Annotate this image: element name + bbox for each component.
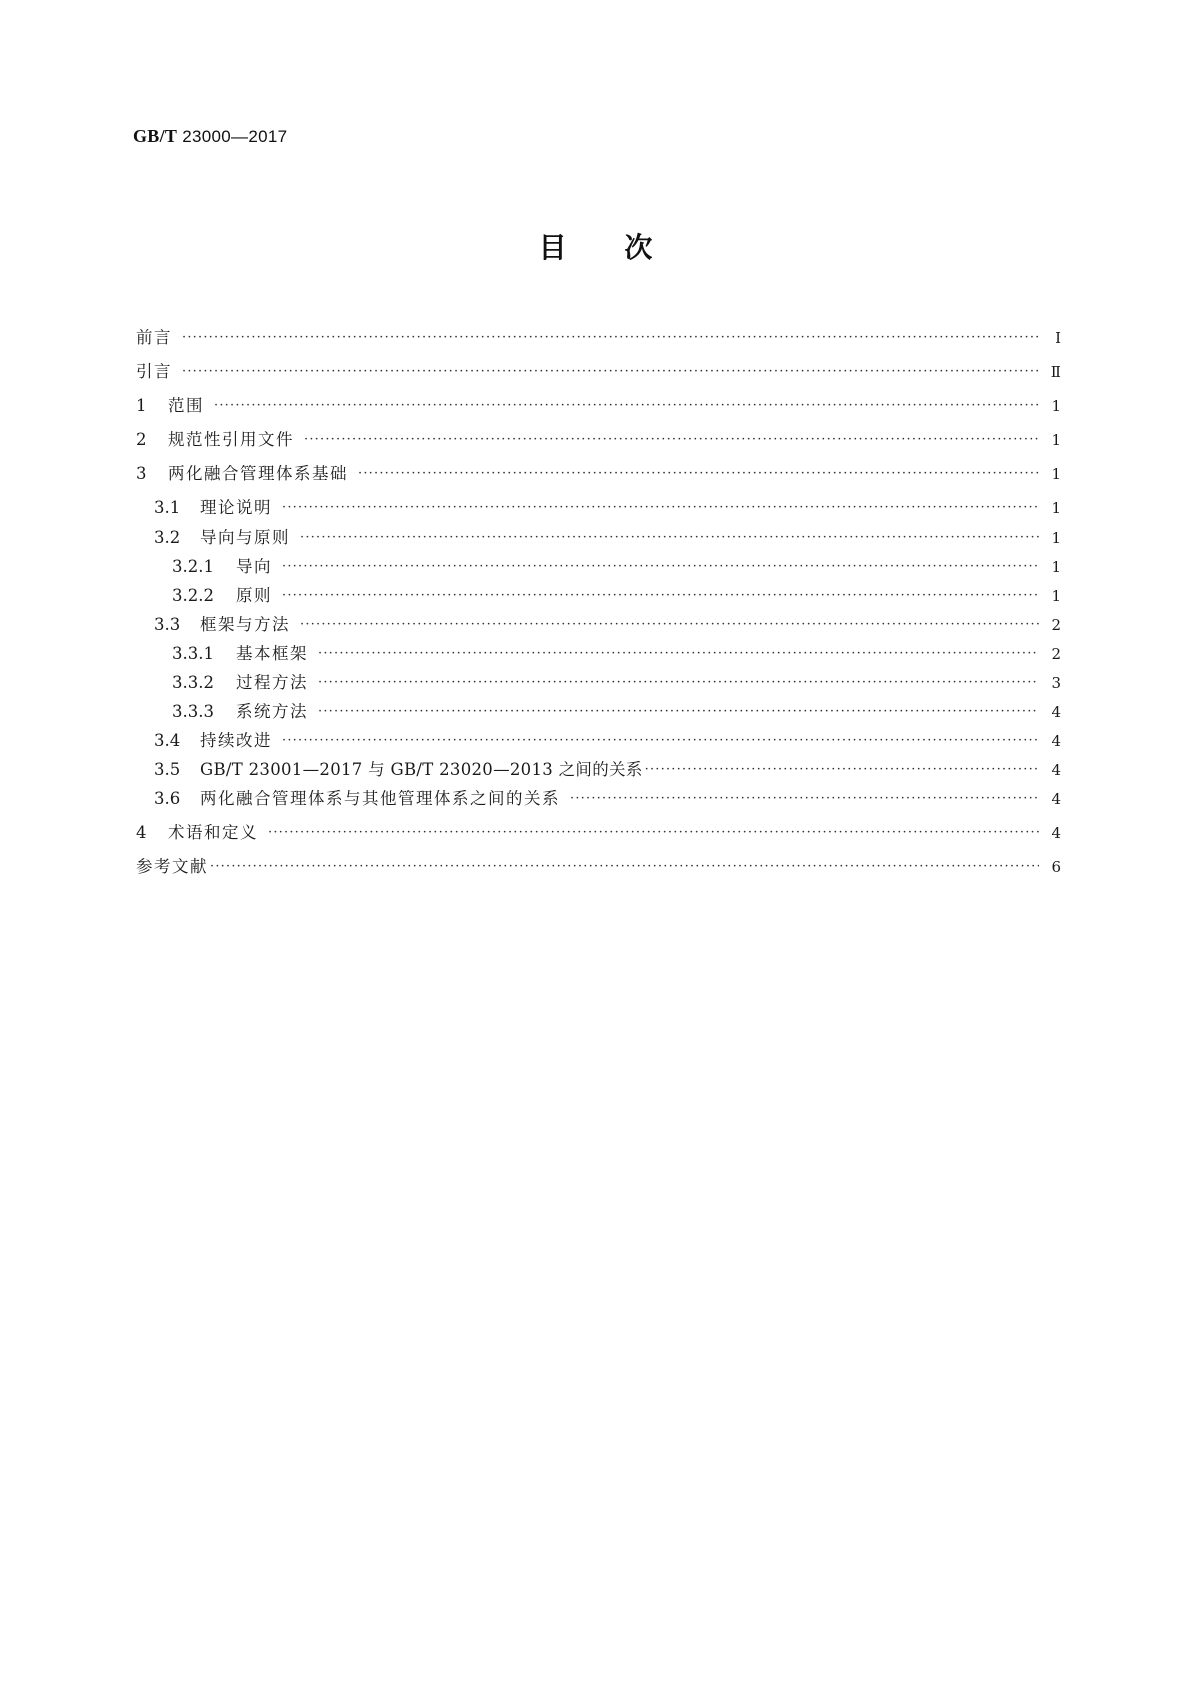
toc-entry-page: 1: [1051, 558, 1061, 576]
toc-leader-dots: [214, 396, 1039, 416]
toc-entry-label: 过程方法: [236, 673, 308, 692]
toc-entry-number: 3.3: [154, 615, 181, 634]
toc-entry-number: 2: [136, 430, 147, 449]
toc-leader-dots: [318, 673, 1039, 693]
toc-entry-number: 4: [136, 823, 147, 842]
toc-entry-label: 框架与方法: [200, 615, 290, 634]
toc-entry-1[interactable]: [136, 396, 1061, 418]
toc-entry-3-2-1[interactable]: [172, 557, 1061, 579]
toc-entry-3-3-2[interactable]: [172, 673, 1061, 695]
standard-code-prefix: GB/T: [133, 126, 178, 146]
toc-entry-page: 6: [1051, 858, 1061, 876]
standard-code-header: [133, 126, 287, 147]
toc-entry-3-4[interactable]: [154, 731, 1061, 753]
toc-entry-label: 前言: [136, 328, 172, 347]
toc-leader-dots: [282, 557, 1039, 577]
toc-entry-foreword[interactable]: [136, 328, 1061, 350]
toc-entry-label: 两化融合管理体系与其他管理体系之间的关系: [200, 789, 560, 808]
toc-entry-3-3-1[interactable]: [172, 644, 1061, 666]
toc-entry-page: 4: [1051, 761, 1061, 779]
toc-entry-page: 4: [1051, 790, 1061, 808]
toc-entry-3-6[interactable]: [154, 789, 1061, 811]
toc-entry-3-2-2[interactable]: [172, 586, 1061, 608]
toc-entry-page: 1: [1051, 465, 1061, 483]
toc-entry-page: 1: [1051, 499, 1061, 517]
toc-entry-2[interactable]: [136, 430, 1061, 452]
toc-leader-dots: [182, 362, 1039, 382]
toc-leader-dots: [268, 823, 1039, 843]
toc-entry-number: 3.5: [154, 760, 181, 779]
standard-code-number: 23000—2017: [177, 127, 288, 146]
toc-title: 目 次: [538, 231, 653, 264]
toc-entry-label: 持续改进: [200, 731, 272, 750]
toc-leader-dots: [358, 464, 1039, 484]
toc-entry-bibliography[interactable]: [136, 857, 1061, 879]
toc-entry-number: 3.2.2: [172, 586, 214, 605]
toc-entry-label: 导向与原则: [200, 528, 290, 547]
toc-leader-dots: [282, 498, 1039, 518]
toc-entry-label: 导向: [236, 557, 272, 576]
toc-entry-number: 3.2.1: [172, 557, 214, 576]
toc-entry-page: 4: [1051, 703, 1061, 721]
toc-entry-label: 参考文献: [136, 857, 208, 876]
toc-entry-label: 基本框架: [236, 644, 308, 663]
toc-entry-page: 3: [1051, 674, 1061, 692]
toc-entry-number: 3.1: [154, 498, 181, 517]
toc-entry-label: GB/T 23001—2017 与 GB/T 23020—2013 之间的关系: [200, 760, 643, 779]
toc-entry-label: 原则: [236, 586, 272, 605]
toc-entry-3-1[interactable]: [154, 498, 1061, 520]
toc-leader-dots: [318, 644, 1039, 664]
toc-entry-page: 1: [1051, 431, 1061, 449]
toc-entry-page: 4: [1051, 732, 1061, 750]
toc-entry-page: 2: [1051, 645, 1061, 663]
toc-entry-page: 1: [1051, 397, 1061, 415]
toc-entry-label: 理论说明: [200, 498, 272, 517]
toc-leader-dots: [182, 328, 1039, 348]
toc-entry-introduction[interactable]: [136, 362, 1061, 384]
toc-leader-dots: [300, 528, 1039, 548]
toc-leader-dots: [318, 702, 1039, 722]
toc-leader-dots: [210, 857, 1039, 877]
toc-leader-dots: [570, 789, 1039, 809]
toc-entry-3-2[interactable]: [154, 528, 1061, 550]
toc-entry-page: 1: [1051, 587, 1061, 605]
toc-entry-page: Ⅱ: [1050, 363, 1061, 381]
toc-entry-page: Ⅰ: [1055, 329, 1061, 347]
toc-leader-dots: [645, 760, 1039, 780]
toc-entry-number: 3.3.3: [172, 702, 214, 721]
toc-entry-number: 3: [136, 464, 147, 483]
toc-entry-number: 3.4: [154, 731, 181, 750]
toc-leader-dots: [300, 615, 1039, 635]
toc-entry-number: 3.6: [154, 789, 181, 808]
toc-leader-dots: [282, 731, 1039, 751]
toc-entry-page: 1: [1051, 529, 1061, 547]
toc-entry-3-3-3[interactable]: [172, 702, 1061, 724]
toc-entry-label: 系统方法: [236, 702, 308, 721]
toc-entry-3[interactable]: [136, 464, 1061, 486]
toc-entry-number: 3.2: [154, 528, 181, 547]
toc-entry-number: 3.3.1: [172, 644, 214, 663]
toc-entry-number: 1: [136, 396, 147, 415]
toc-entry-label: 两化融合管理体系基础: [168, 464, 348, 483]
toc-entry-page: 2: [1051, 616, 1061, 634]
toc-entry-number: 3.3.2: [172, 673, 214, 692]
toc-entry-label: 范围: [168, 396, 204, 415]
toc-entry-3-3[interactable]: [154, 615, 1061, 637]
toc-leader-dots: [282, 586, 1039, 606]
toc-entry-4[interactable]: [136, 823, 1061, 845]
toc-entry-label: 规范性引用文件: [168, 430, 294, 449]
toc-entry-label: 引言: [136, 362, 172, 381]
toc-entry-3-5[interactable]: [154, 760, 1061, 782]
toc-leader-dots: [304, 430, 1039, 450]
toc-entry-page: 4: [1051, 824, 1061, 842]
toc-entry-label: 术语和定义: [168, 823, 258, 842]
